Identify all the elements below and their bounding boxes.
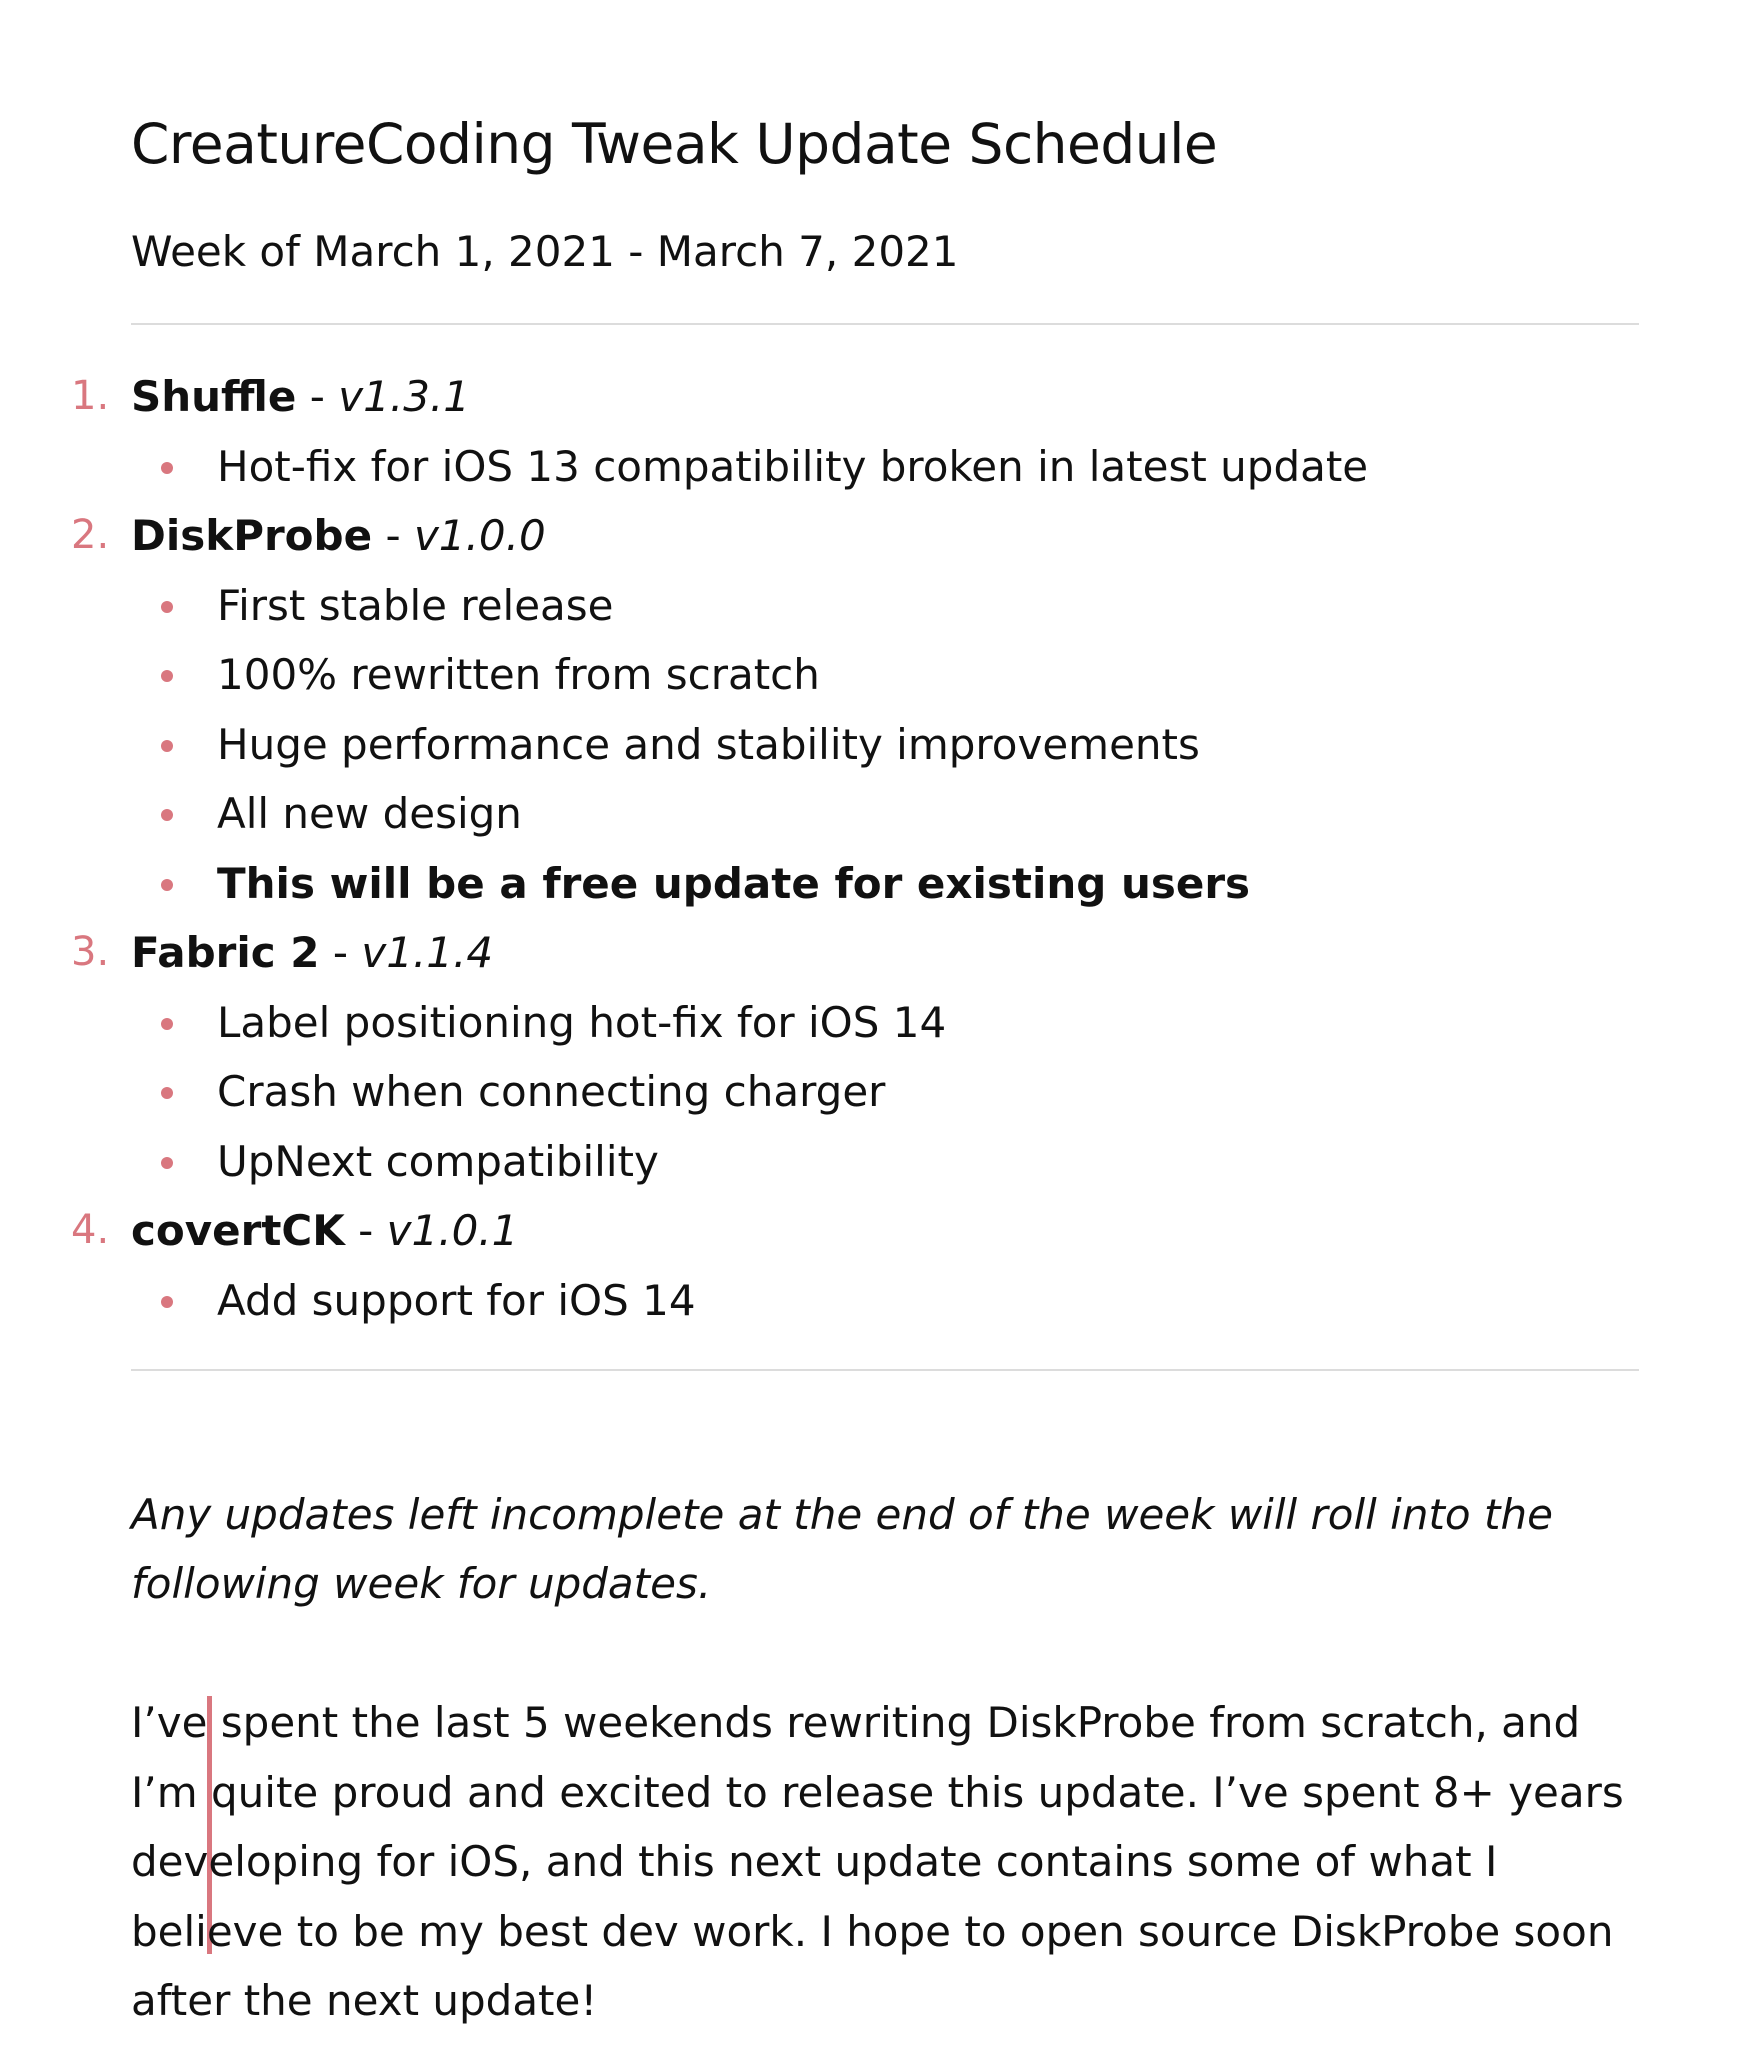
tweak-heading bbox=[71, 501, 1639, 571]
tweak-version: v1.0.1 bbox=[386, 1206, 519, 1255]
list-number: 3. bbox=[71, 929, 110, 975]
version-separator: - bbox=[296, 372, 339, 421]
tweak-version: v1.3.1 bbox=[338, 372, 471, 421]
rollover-note: Any updates left incomplete at the end of the week will roll into the following week for updates. bbox=[131, 1490, 1553, 1608]
change-text: All new design bbox=[217, 789, 522, 838]
author-blockquote: I’ve spent the last 5 weekends rewriting DiskProbe from scratch, and I’m quite proud and excited to release this update. I’ve spent 8+ years developing for iOS, and this next update contains some of what I believe to be my best dev work. I hope to open source DiskProbe soon after the next update! bbox=[131, 1698, 1624, 2025]
tweak-name: Fabric 2 bbox=[131, 928, 320, 977]
version-separator: - bbox=[372, 511, 414, 560]
bullet-dot-icon bbox=[161, 462, 173, 474]
page-title: CreatureCoding Tweak Update Schedule bbox=[131, 112, 1218, 176]
bullet-dot-icon bbox=[161, 670, 173, 682]
tweak-item-shuffle bbox=[71, 362, 1639, 501]
bullet-dot-icon bbox=[161, 809, 173, 821]
bullet-dot-icon bbox=[161, 879, 173, 891]
tweak-list bbox=[71, 362, 1639, 1335]
bullet-dot-icon bbox=[161, 601, 173, 613]
change-list bbox=[131, 1266, 1639, 1336]
change-text: Add support for iOS 14 bbox=[217, 1275, 696, 1325]
bullet-dot-icon bbox=[161, 1018, 173, 1030]
change-item bbox=[131, 1057, 1639, 1127]
change-list bbox=[131, 432, 1639, 502]
change-text: This will be a free update for existing users bbox=[217, 858, 1251, 908]
version-separator: - bbox=[344, 1206, 387, 1255]
change-item bbox=[131, 571, 1639, 641]
change-text: Huge performance and stability improvements bbox=[217, 719, 1200, 769]
top-divider bbox=[131, 323, 1639, 325]
tweak-name: covertCK bbox=[131, 1206, 345, 1255]
bullet-dot-icon bbox=[161, 1157, 173, 1169]
tweak-name: Shuffle bbox=[131, 372, 297, 421]
bullet-dot-icon bbox=[161, 1296, 173, 1308]
change-text: Hot-fix for iOS 13 compatibility broken in latest update bbox=[217, 441, 1369, 491]
bottom-divider bbox=[131, 1369, 1639, 1371]
change-item bbox=[131, 710, 1639, 780]
tweak-heading bbox=[71, 362, 1639, 432]
change-item bbox=[131, 988, 1639, 1058]
change-item bbox=[131, 640, 1639, 710]
tweak-heading bbox=[71, 1196, 1639, 1266]
bullet-dot-icon bbox=[161, 740, 173, 752]
page-subtitle: Week of March 1, 2021 - March 7, 2021 bbox=[131, 227, 959, 276]
version-separator: - bbox=[319, 928, 362, 977]
change-item-emphasis bbox=[131, 849, 1639, 919]
change-item bbox=[131, 1266, 1639, 1336]
tweak-item-covertck bbox=[71, 1196, 1639, 1335]
tweak-name: DiskProbe bbox=[131, 511, 373, 560]
list-number: 1. bbox=[71, 373, 110, 419]
list-number: 4. bbox=[71, 1207, 110, 1253]
tweak-heading bbox=[71, 918, 1639, 988]
change-list bbox=[131, 571, 1639, 919]
tweak-item-diskprobe bbox=[71, 501, 1639, 918]
change-item bbox=[131, 432, 1639, 502]
change-list bbox=[131, 988, 1639, 1197]
tweak-version: v1.0.0 bbox=[413, 511, 546, 560]
change-text: 100% rewritten from scratch bbox=[217, 650, 820, 699]
change-text: Label positioning hot-fix for iOS 14 bbox=[217, 997, 947, 1047]
list-number: 2. bbox=[71, 512, 110, 558]
change-item bbox=[131, 779, 1639, 849]
tweak-item-fabric-2 bbox=[71, 918, 1639, 1196]
change-item bbox=[131, 1127, 1639, 1197]
change-text: UpNext compatibility bbox=[217, 1136, 659, 1186]
change-text: Crash when connecting charger bbox=[217, 1067, 886, 1116]
change-text: First stable release bbox=[217, 580, 614, 630]
bullet-dot-icon bbox=[161, 1087, 173, 1099]
tweak-version: v1.1.4 bbox=[361, 928, 494, 977]
